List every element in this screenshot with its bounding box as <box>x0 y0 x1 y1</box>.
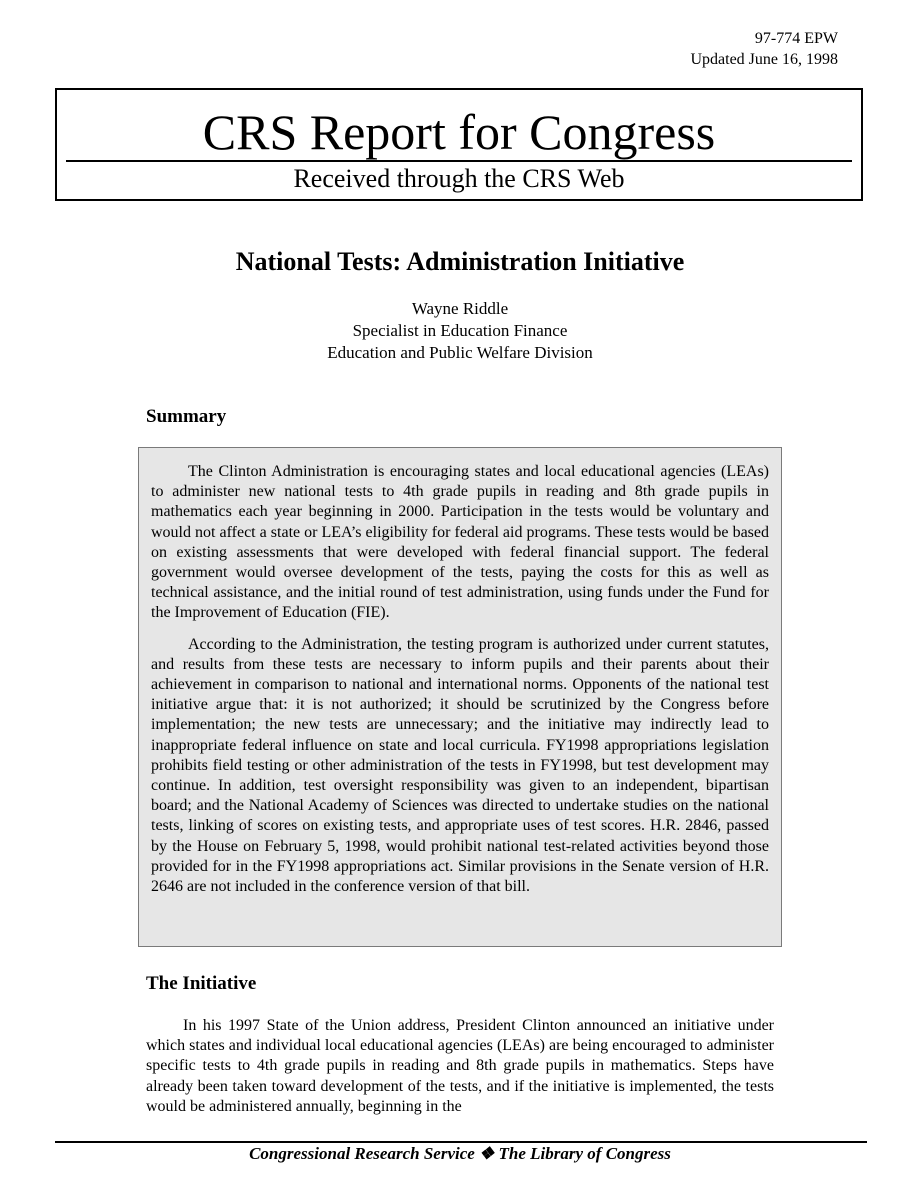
summary-paragraph-1: The Clinton Administration is encouraging states and local educational agencies (LEAs) to administer new national tests to 4th grade pupils in reading and 8th grade pupils in mathematics each year beginning in 2000. Participation in the tests would be voluntary and would not affect a state or LEA’s eligibility for federal aid programs. These tests would be based on existing assessments that were developed with federal financial support. The federal government would oversee development of the tests, paying the costs for this as well as technical assistance, and the initial round of test administration, using funds under the Fund for the Improvement of Education (FIE). <box>151 463 769 622</box>
summary-paragraph-2: According to the Administration, the testing program is authorized under current statutes, and results from these tests are necessary to inform pupils and their parents about their achievement in comparison to national and international norms. Opponents of the national test initiative argue that: it is not authorized; it should be scrutinized by the Congress before implementation; the new tests are unnecessary; and the initiative may indirectly lead to inappropriate federal influence on state and local curricula. FY1998 appropriations legislation prohibits field testing or other administration of the tests in FY1998, but test development may continue. In addition, test oversight responsibility was given to an independent, bipartisan board; and the National Academy of Sciences was directed to undertake studies on the national tests, linking of scores on existing tests, and appropriate uses of test scores. H.R. 2846, passed by the House on February 5, 1998, would prohibit national test-related activities beyond those provided for in the FY1998 appropriations act. Similar provisions in the Senate version of H.R. 2646 are not included in the conference version of that bill. <box>151 635 769 896</box>
author-division: Education and Public Welfare Division <box>327 343 593 362</box>
report-updated-date: Updated June 16, 1998 <box>690 51 838 68</box>
initiative-body <box>146 1016 774 1117</box>
banner-divider <box>66 160 852 162</box>
author-position: Specialist in Education Finance <box>352 321 568 340</box>
report-identifier <box>690 28 838 70</box>
banner-subtitle: Received through the CRS Web <box>293 164 625 193</box>
summary-box <box>138 447 782 947</box>
initiative-heading: The Initiative <box>146 973 257 994</box>
report-number: 97-774 EPW <box>754 30 838 47</box>
summary-heading: Summary <box>146 406 227 427</box>
initiative-paragraph: In his 1997 State of the Union address, President Clinton announced an initiative under which states and individual local educational agencies (LEAs) are being encouraged to administer specific tests to 4th grade pupils in reading and 8th grade pupils in mathematics. Steps have already been taken toward development of the tests, and if the initiative is implemented, the tests would be administered annually, beginning in the <box>146 1017 774 1115</box>
author-name: Wayne Riddle <box>411 299 509 318</box>
banner-title: CRS Report for Congress <box>202 104 716 160</box>
report-banner <box>55 88 863 201</box>
document-title: National Tests: Administration Initiative <box>235 247 685 276</box>
footer-text: Congressional Research Service ❖ The Library of Congress <box>249 1144 671 1163</box>
author-block <box>0 298 920 364</box>
